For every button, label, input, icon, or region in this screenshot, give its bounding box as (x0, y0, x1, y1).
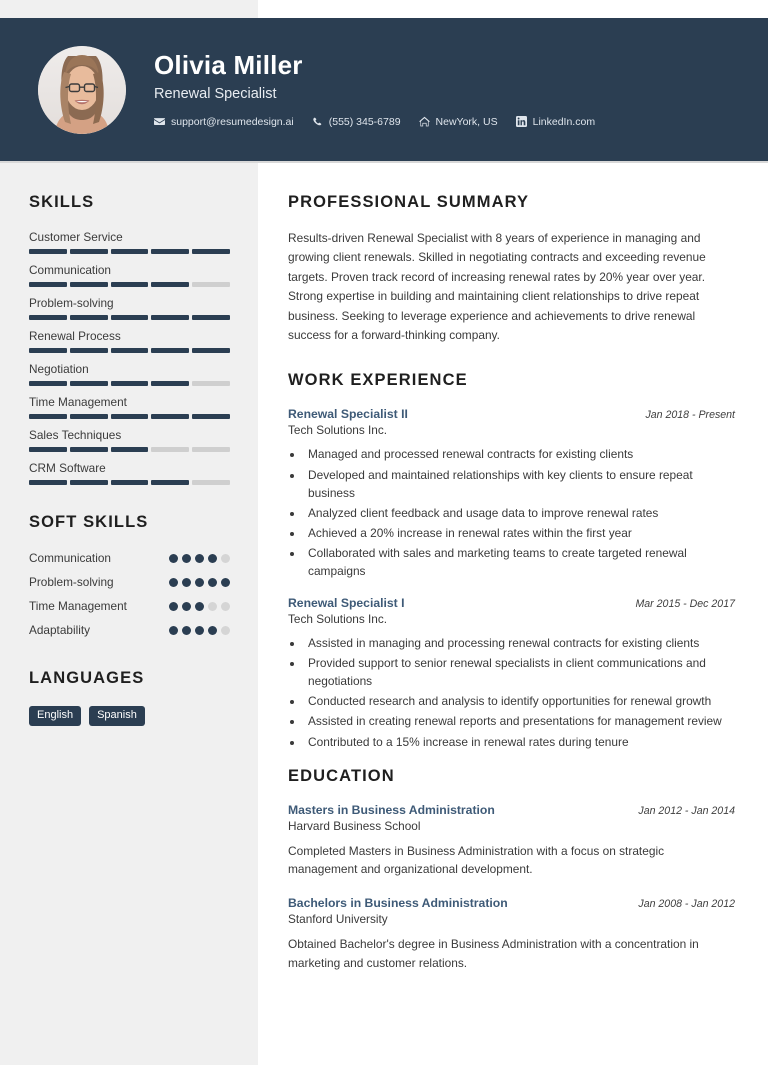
job-date-range: Jan 2018 - Present (645, 409, 735, 422)
contact-linkedin-label: LinkedIn.com (532, 115, 596, 128)
job-bullet: • Provided support to senior renewal specialists in client communications and negotiations (304, 654, 735, 690)
skill-bar-segment (111, 249, 149, 254)
languages-block (29, 669, 230, 726)
skills-list (29, 230, 230, 485)
summary-heading: PROFESSIONAL SUMMARY (288, 193, 530, 211)
degree-title: Bachelors in Business Administration (288, 896, 508, 911)
skill-label: Negotiation (29, 362, 89, 376)
skill-level-bar (29, 348, 230, 353)
education-heading: EDUCATION (288, 766, 395, 785)
skill-bar-segment (111, 315, 149, 320)
job-bullet: • Conducted research and analysis to identify opportunities for renewal growth (304, 692, 735, 710)
language-tag: English (29, 706, 81, 726)
skill-level-bar (29, 414, 230, 419)
skill-bar-segment (192, 480, 230, 485)
rating-dot (182, 578, 191, 587)
skill-level-bar (29, 249, 230, 254)
contact-linkedin[interactable] (516, 116, 595, 128)
skill-bar-segment (111, 381, 149, 386)
skill-item (29, 461, 230, 485)
skill-bar-segment (70, 249, 108, 254)
skill-bar-segment (151, 249, 189, 254)
job-bullet: • Achieved a 20% increase in renewal rates within the first year (304, 524, 735, 542)
contact-list (154, 116, 595, 128)
job-bullet: • Contributed to a 15% increase in renewal rates during tenure (304, 733, 735, 751)
job-bullet: • Assisted in managing and processing renewal contracts for existing clients (304, 634, 735, 652)
home-icon (419, 116, 430, 127)
job-date-range: Mar 2015 - Dec 2017 (635, 598, 735, 611)
header-text-block (154, 51, 595, 128)
skill-level-bar (29, 480, 230, 485)
language-tag: Spanish (89, 706, 145, 726)
soft-skill-label: Time Management (29, 599, 127, 614)
rating-dot (208, 554, 217, 563)
skill-bar-segment (151, 480, 189, 485)
skill-level-bar (29, 447, 230, 452)
work-entry-header (288, 596, 735, 610)
contact-phone-label: (555) 345-6789 (328, 115, 401, 128)
skill-item (29, 263, 230, 287)
rating-dot (208, 578, 217, 587)
work-entry (288, 596, 735, 751)
rating-dot (169, 554, 178, 563)
rating-dot (182, 602, 191, 611)
skill-bar-segment (151, 381, 189, 386)
contact-location[interactable] (419, 116, 498, 128)
work-entry (288, 407, 735, 580)
soft-skills-list (29, 550, 230, 639)
rating-dot (169, 578, 178, 587)
skill-item (29, 329, 230, 353)
education-list (288, 803, 735, 973)
envelope-icon (154, 116, 165, 127)
resume-header (0, 18, 768, 161)
skill-bar-segment (111, 414, 149, 419)
contact-location-label: NewYork, US (435, 115, 498, 128)
skill-bar-segment (192, 315, 230, 320)
work-entry-header (288, 407, 735, 421)
job-bullet: • Assisted in creating renewal reports and presentations for management review (304, 712, 735, 730)
skill-item (29, 230, 230, 254)
rating-dot (195, 602, 204, 611)
skill-bar-segment (70, 414, 108, 419)
rating-dot (169, 626, 178, 635)
rating-dot (221, 554, 230, 563)
skill-bar-segment (29, 447, 67, 452)
linkedin-icon (516, 116, 527, 127)
skill-label: Renewal Process (29, 329, 121, 343)
skill-bar-segment (70, 447, 108, 452)
rating-dot (182, 626, 191, 635)
skill-bar-segment (192, 249, 230, 254)
soft-skill-item (29, 622, 230, 639)
soft-skill-rating-dots (169, 574, 230, 587)
skill-bar-segment (151, 414, 189, 419)
soft-skill-item (29, 574, 230, 591)
skill-bar-segment (192, 414, 230, 419)
job-title: Renewal Specialist I (288, 596, 405, 611)
skill-bar-segment (70, 315, 108, 320)
work-heading: WORK EXPERIENCE (288, 371, 468, 390)
education-date-range: Jan 2008 - Jan 2012 (638, 898, 735, 911)
skill-label: Problem-solving (29, 296, 114, 310)
education-description: Completed Masters in Business Administration with a focus on strategic management and organizational development. (288, 843, 665, 877)
skill-bar-segment (192, 381, 230, 386)
education-description: Obtained Bachelor's degree in Business Administration with a concentration in marketing and customer relations. (288, 937, 699, 971)
sidebar (0, 163, 258, 1065)
skill-bar-segment (151, 315, 189, 320)
soft-skill-item (29, 598, 230, 615)
skill-bar-segment (151, 282, 189, 287)
skill-item (29, 362, 230, 386)
contact-email[interactable] (154, 116, 294, 128)
rating-dot (221, 578, 230, 587)
skill-level-bar (29, 315, 230, 320)
rating-dot (221, 602, 230, 611)
school-name: Harvard Business School (288, 818, 421, 833)
skill-bar-segment (70, 348, 108, 353)
rating-dot (221, 626, 230, 635)
skill-item (29, 395, 230, 419)
rating-dot (169, 602, 178, 611)
education-date-range: Jan 2012 - Jan 2014 (638, 804, 735, 817)
phone-icon (312, 116, 323, 127)
skill-label: Communication (29, 263, 111, 277)
soft-skill-item (29, 550, 230, 567)
soft-skill-label: Communication (29, 551, 111, 565)
skill-level-bar (29, 381, 230, 386)
language-tags (29, 706, 230, 726)
summary-text: Results-driven Renewal Specialist with 8 years of experience in managing and growing client renewals. Skilled in negotiating contracts and exceeding revenue targets. Proven track record of increasing renewal rates by 20% year over year. Strong expertise in building and maintaining client relationships to drive repeat business. Seeking to leverage experience and achievements to drive renewal success for a forward-thinking company. (288, 231, 706, 343)
skill-bar-segment (111, 348, 149, 353)
skill-bar-segment (192, 348, 230, 353)
rating-dot (195, 578, 204, 587)
skill-bar-segment (111, 480, 149, 485)
skill-label: Customer Service (29, 230, 123, 244)
rating-dot (208, 626, 217, 635)
skill-bar-segment (151, 348, 189, 353)
job-bullet-list (304, 634, 735, 751)
job-bullet: • Analyzed client feedback and usage data to improve renewal rates (304, 504, 735, 522)
skills-heading: SKILLS (29, 193, 95, 211)
avatar (38, 46, 126, 134)
rating-dot (182, 554, 191, 563)
skill-bar-segment (29, 414, 67, 419)
soft-skill-rating-dots (169, 550, 230, 563)
skill-label: Sales Techniques (29, 428, 122, 442)
skill-item (29, 296, 230, 320)
soft-skill-rating-dots (169, 622, 230, 635)
company-name: Tech Solutions Inc. (288, 423, 388, 438)
skill-bar-segment (29, 249, 67, 254)
education-entry (288, 896, 735, 973)
job-bullet: • Collaborated with sales and marketing teams to create targeted renewal campaigns (304, 544, 735, 580)
soft-skill-rating-dots (169, 598, 230, 611)
skill-bar-segment (192, 282, 230, 287)
avatar-illustration (38, 46, 126, 134)
skill-bar-segment (151, 447, 189, 452)
rating-dot (195, 626, 204, 635)
skill-bar-segment (111, 447, 149, 452)
skill-bar-segment (70, 282, 108, 287)
job-title: Renewal Specialist II (288, 407, 408, 422)
soft-skill-label: Adaptability (29, 623, 90, 638)
skill-item (29, 428, 230, 452)
skill-bar-segment (29, 315, 67, 320)
skill-level-bar (29, 282, 230, 287)
skill-label: CRM Software (29, 461, 106, 475)
job-bullet: • Developed and maintained relationships with key clients to ensure repeat business (304, 466, 735, 502)
school-name: Stanford University (288, 912, 388, 927)
contact-email-label: support@resumedesign.ai (171, 115, 294, 128)
main-column (258, 163, 768, 990)
company-name: Tech Solutions Inc. (288, 612, 388, 627)
skill-bar-segment (29, 348, 67, 353)
work-list (288, 407, 735, 750)
rating-dot (208, 602, 217, 611)
skill-bar-segment (111, 282, 149, 287)
languages-heading: LANGUAGES (29, 669, 145, 688)
person-name: Olivia Miller (154, 50, 303, 81)
person-role: Renewal Specialist (154, 85, 277, 102)
skill-bar-segment (70, 381, 108, 386)
contact-phone[interactable] (312, 116, 401, 128)
education-entry (288, 803, 735, 880)
skill-bar-segment (29, 282, 67, 287)
skill-label: Time Management (29, 395, 127, 409)
job-bullet: • Managed and processed renewal contracts for existing clients (304, 445, 735, 463)
soft-skills-heading: SOFT SKILLS (29, 513, 149, 531)
soft-skill-label: Problem-solving (29, 575, 114, 590)
job-bullet-list (304, 445, 735, 580)
skill-bar-segment (70, 480, 108, 485)
degree-title: Masters in Business Administration (288, 802, 495, 817)
skill-bar-segment (29, 381, 67, 386)
rating-dot (195, 554, 204, 563)
skill-bar-segment (29, 480, 67, 485)
education-entry-header (288, 803, 735, 817)
education-entry-header (288, 896, 735, 910)
skill-bar-segment (192, 447, 230, 452)
sidebar-top-strip (0, 0, 258, 18)
soft-skills-block (29, 513, 230, 639)
